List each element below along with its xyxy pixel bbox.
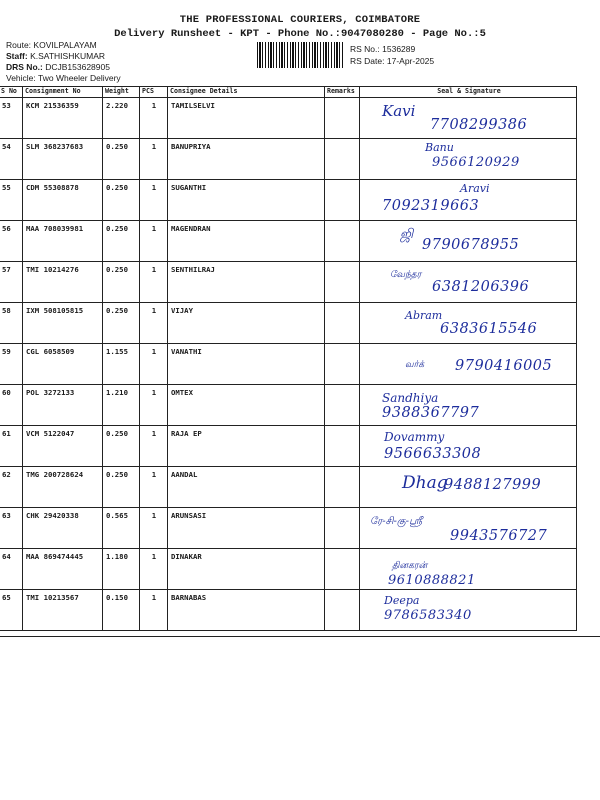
handwritten-phone: 9388367797 [382,405,480,421]
cell-consignment: TMI 10213567 [23,590,103,631]
handwritten-name: Aravi [460,182,490,195]
handwritten-phone: 9943576727 [450,528,548,544]
cell-sno: 56 [0,221,23,262]
cell-pcs: 1 [140,508,168,549]
handwritten-phone: 7708299386 [430,117,528,133]
cell-remarks [325,303,360,344]
handwritten-phone: 6381206396 [432,279,530,295]
rs-date-label: RS Date: [350,56,385,66]
cell-pcs: 1 [140,221,168,262]
col-header-consignment: Consignment No [23,87,103,98]
handwritten-phone: 9566633308 [384,446,482,462]
col-header-remarks: Remarks [325,87,360,98]
cell-pcs: 1 [140,549,168,590]
cell-remarks [325,549,360,590]
cell-weight: 0.250 [103,262,140,303]
route-label: Route: [6,40,32,50]
table-row [0,262,577,303]
cell-pcs: 1 [140,262,168,303]
handwritten-phone: 9790678955 [422,237,520,253]
table-header-row [0,87,577,98]
col-header-sno: S No [0,87,23,98]
cell-consignment: VCM 5122047 [23,426,103,467]
cell-consignment: CDM 55308878 [23,180,103,221]
table-row [0,221,577,262]
table-row [0,549,577,590]
cell-weight: 1.180 [103,549,140,590]
handwritten-name: Abram [405,309,443,322]
table-row [0,590,577,631]
bottom-rule [0,636,600,637]
cell-pcs: 1 [140,139,168,180]
cell-signature [360,508,577,549]
handwritten-name: Kavi [382,102,416,120]
drs-label: DRS No.: [6,62,43,72]
cell-sno: 57 [0,262,23,303]
vehicle-label: Vehicle: [6,73,36,83]
cell-remarks [325,139,360,180]
rs-date-value: 17-Apr-2025 [386,56,435,66]
cell-sno: 65 [0,590,23,631]
cell-weight: 2.220 [103,98,140,139]
cell-consignee: BARNABAS [168,590,325,631]
table-row [0,426,577,467]
cell-sno: 53 [0,98,23,139]
cell-consignee: VANATHI [168,344,325,385]
cell-consignee: TAMILSELVI [168,98,325,139]
cell-consignee: BANUPRIYA [168,139,325,180]
handwritten-phone: 7092319663 [382,198,480,214]
cell-signature [360,262,577,303]
table-row [0,98,577,139]
cell-consignee: SUGANTHI [168,180,325,221]
cell-weight: 0.250 [103,139,140,180]
cell-sno: 63 [0,508,23,549]
cell-consignee: SENTHILRAJ [168,262,325,303]
cell-weight: 0.250 [103,303,140,344]
cell-signature [360,385,577,426]
table-row [0,508,577,549]
cell-pcs: 1 [140,180,168,221]
handwritten-name: Sandhiya [382,391,439,405]
cell-sno: 59 [0,344,23,385]
cell-signature [360,221,577,262]
handwritten-name: தினகரன் [392,561,428,571]
cell-weight: 0.150 [103,590,140,631]
handwritten-phone: 9790416005 [455,358,553,374]
cell-pcs: 1 [140,590,168,631]
cell-weight: 0.250 [103,221,140,262]
cell-consignment: POL 3272133 [23,385,103,426]
cell-sno: 55 [0,180,23,221]
barcode-image [257,42,345,68]
handwritten-name: Deepa [384,594,420,607]
cell-sno: 64 [0,549,23,590]
handwritten-name: Dhag [402,473,448,493]
route-value: KOVILPALAYAM [33,40,97,50]
staff-line [6,51,105,61]
cell-consignment: IXM 508105815 [23,303,103,344]
cell-signature [360,549,577,590]
cell-remarks [325,221,360,262]
handwritten-name: Dovammy [384,430,445,444]
cell-pcs: 1 [140,385,168,426]
cell-weight: 1.155 [103,344,140,385]
cell-weight: 0.250 [103,180,140,221]
cell-consignee: AANDAL [168,467,325,508]
company-name: THE PROFESSIONAL COURIERS, COIMBATORE [179,14,421,26]
cell-signature [360,467,577,508]
cell-sno: 58 [0,303,23,344]
cell-consignment: SLM 368237683 [23,139,103,180]
cell-consignee: OMTEX [168,385,325,426]
cell-sno: 60 [0,385,23,426]
cell-consignee: ARUNSASI [168,508,325,549]
cell-consignment: TMI 10214276 [23,262,103,303]
cell-weight: 1.210 [103,385,140,426]
cell-consignee: VIJAY [168,303,325,344]
cell-consignment: MAA 869474445 [23,549,103,590]
col-header-pcs: PCS [140,87,168,98]
runsheet-title: Delivery Runsheet - KPT - Phone No.:9047080280 - Page No.:5 [114,28,486,40]
table-row [0,467,577,508]
handwritten-name: ரே-சி-கு-ஸ்ரீ [370,516,423,527]
handwritten-phone: 9488127999 [444,477,542,493]
drs-line [6,62,110,72]
handwritten-name: Banu [425,141,454,154]
route-line [6,40,97,50]
cell-consignment: MAA 708039981 [23,221,103,262]
col-header-consignee: Consignee Details [168,87,325,98]
table-row [0,344,577,385]
cell-signature [360,180,577,221]
handwritten-name: வேந்தர [390,270,422,280]
cell-signature [360,139,577,180]
cell-pcs: 1 [140,98,168,139]
cell-signature [360,590,577,631]
cell-remarks [325,385,360,426]
table-row [0,303,577,344]
cell-remarks [325,262,360,303]
cell-consignment: CHK 29420338 [23,508,103,549]
cell-sno: 61 [0,426,23,467]
cell-remarks [325,426,360,467]
handwritten-name: ஜி [400,227,414,242]
handwritten-phone: 9566120929 [432,155,520,170]
cell-pcs: 1 [140,344,168,385]
rs-no-label: RS No.: [350,44,380,54]
table-row [0,385,577,426]
vehicle-value: Two Wheeler Delivery [38,73,121,83]
cell-consignment: KCM 21536359 [23,98,103,139]
staff-label: Staff: [6,51,28,61]
cell-pcs: 1 [140,467,168,508]
handwritten-phone: 9610888821 [388,573,476,588]
cell-signature [360,426,577,467]
cell-remarks [325,508,360,549]
rs-no-value: 1536289 [382,44,416,54]
cell-remarks [325,590,360,631]
cell-remarks [325,180,360,221]
cell-weight: 0.250 [103,426,140,467]
drs-value: DCJB153628905 [45,62,110,72]
cell-pcs: 1 [140,426,168,467]
cell-signature [360,98,577,139]
cell-consignee: MAGENDRAN [168,221,325,262]
runsheet-table [0,86,577,631]
handwritten-phone: 6383615546 [440,321,538,337]
cell-consignee: RAJA EP [168,426,325,467]
cell-weight: 0.565 [103,508,140,549]
cell-pcs: 1 [140,303,168,344]
col-header-weight: Weight [103,87,140,98]
cell-weight: 0.250 [103,467,140,508]
staff-value: K.SATHISHKUMAR [30,51,106,61]
cell-remarks [325,344,360,385]
handwritten-phone: 9786583340 [384,608,472,623]
cell-sno: 54 [0,139,23,180]
cell-consignment: CGL 6058509 [23,344,103,385]
col-header-signature: Seal & Signature [360,87,577,98]
vehicle-line [6,73,121,83]
cell-consignment: TMG 200728624 [23,467,103,508]
cell-remarks [325,467,360,508]
cell-sno: 62 [0,467,23,508]
cell-remarks [325,98,360,139]
table-row [0,139,577,180]
cell-consignee: DINAKAR [168,549,325,590]
cell-signature [360,344,577,385]
table-row [0,180,577,221]
rs-no-line [350,44,415,54]
cell-signature [360,303,577,344]
handwritten-name: வர்க் [405,360,425,370]
rs-date-line [350,56,434,66]
